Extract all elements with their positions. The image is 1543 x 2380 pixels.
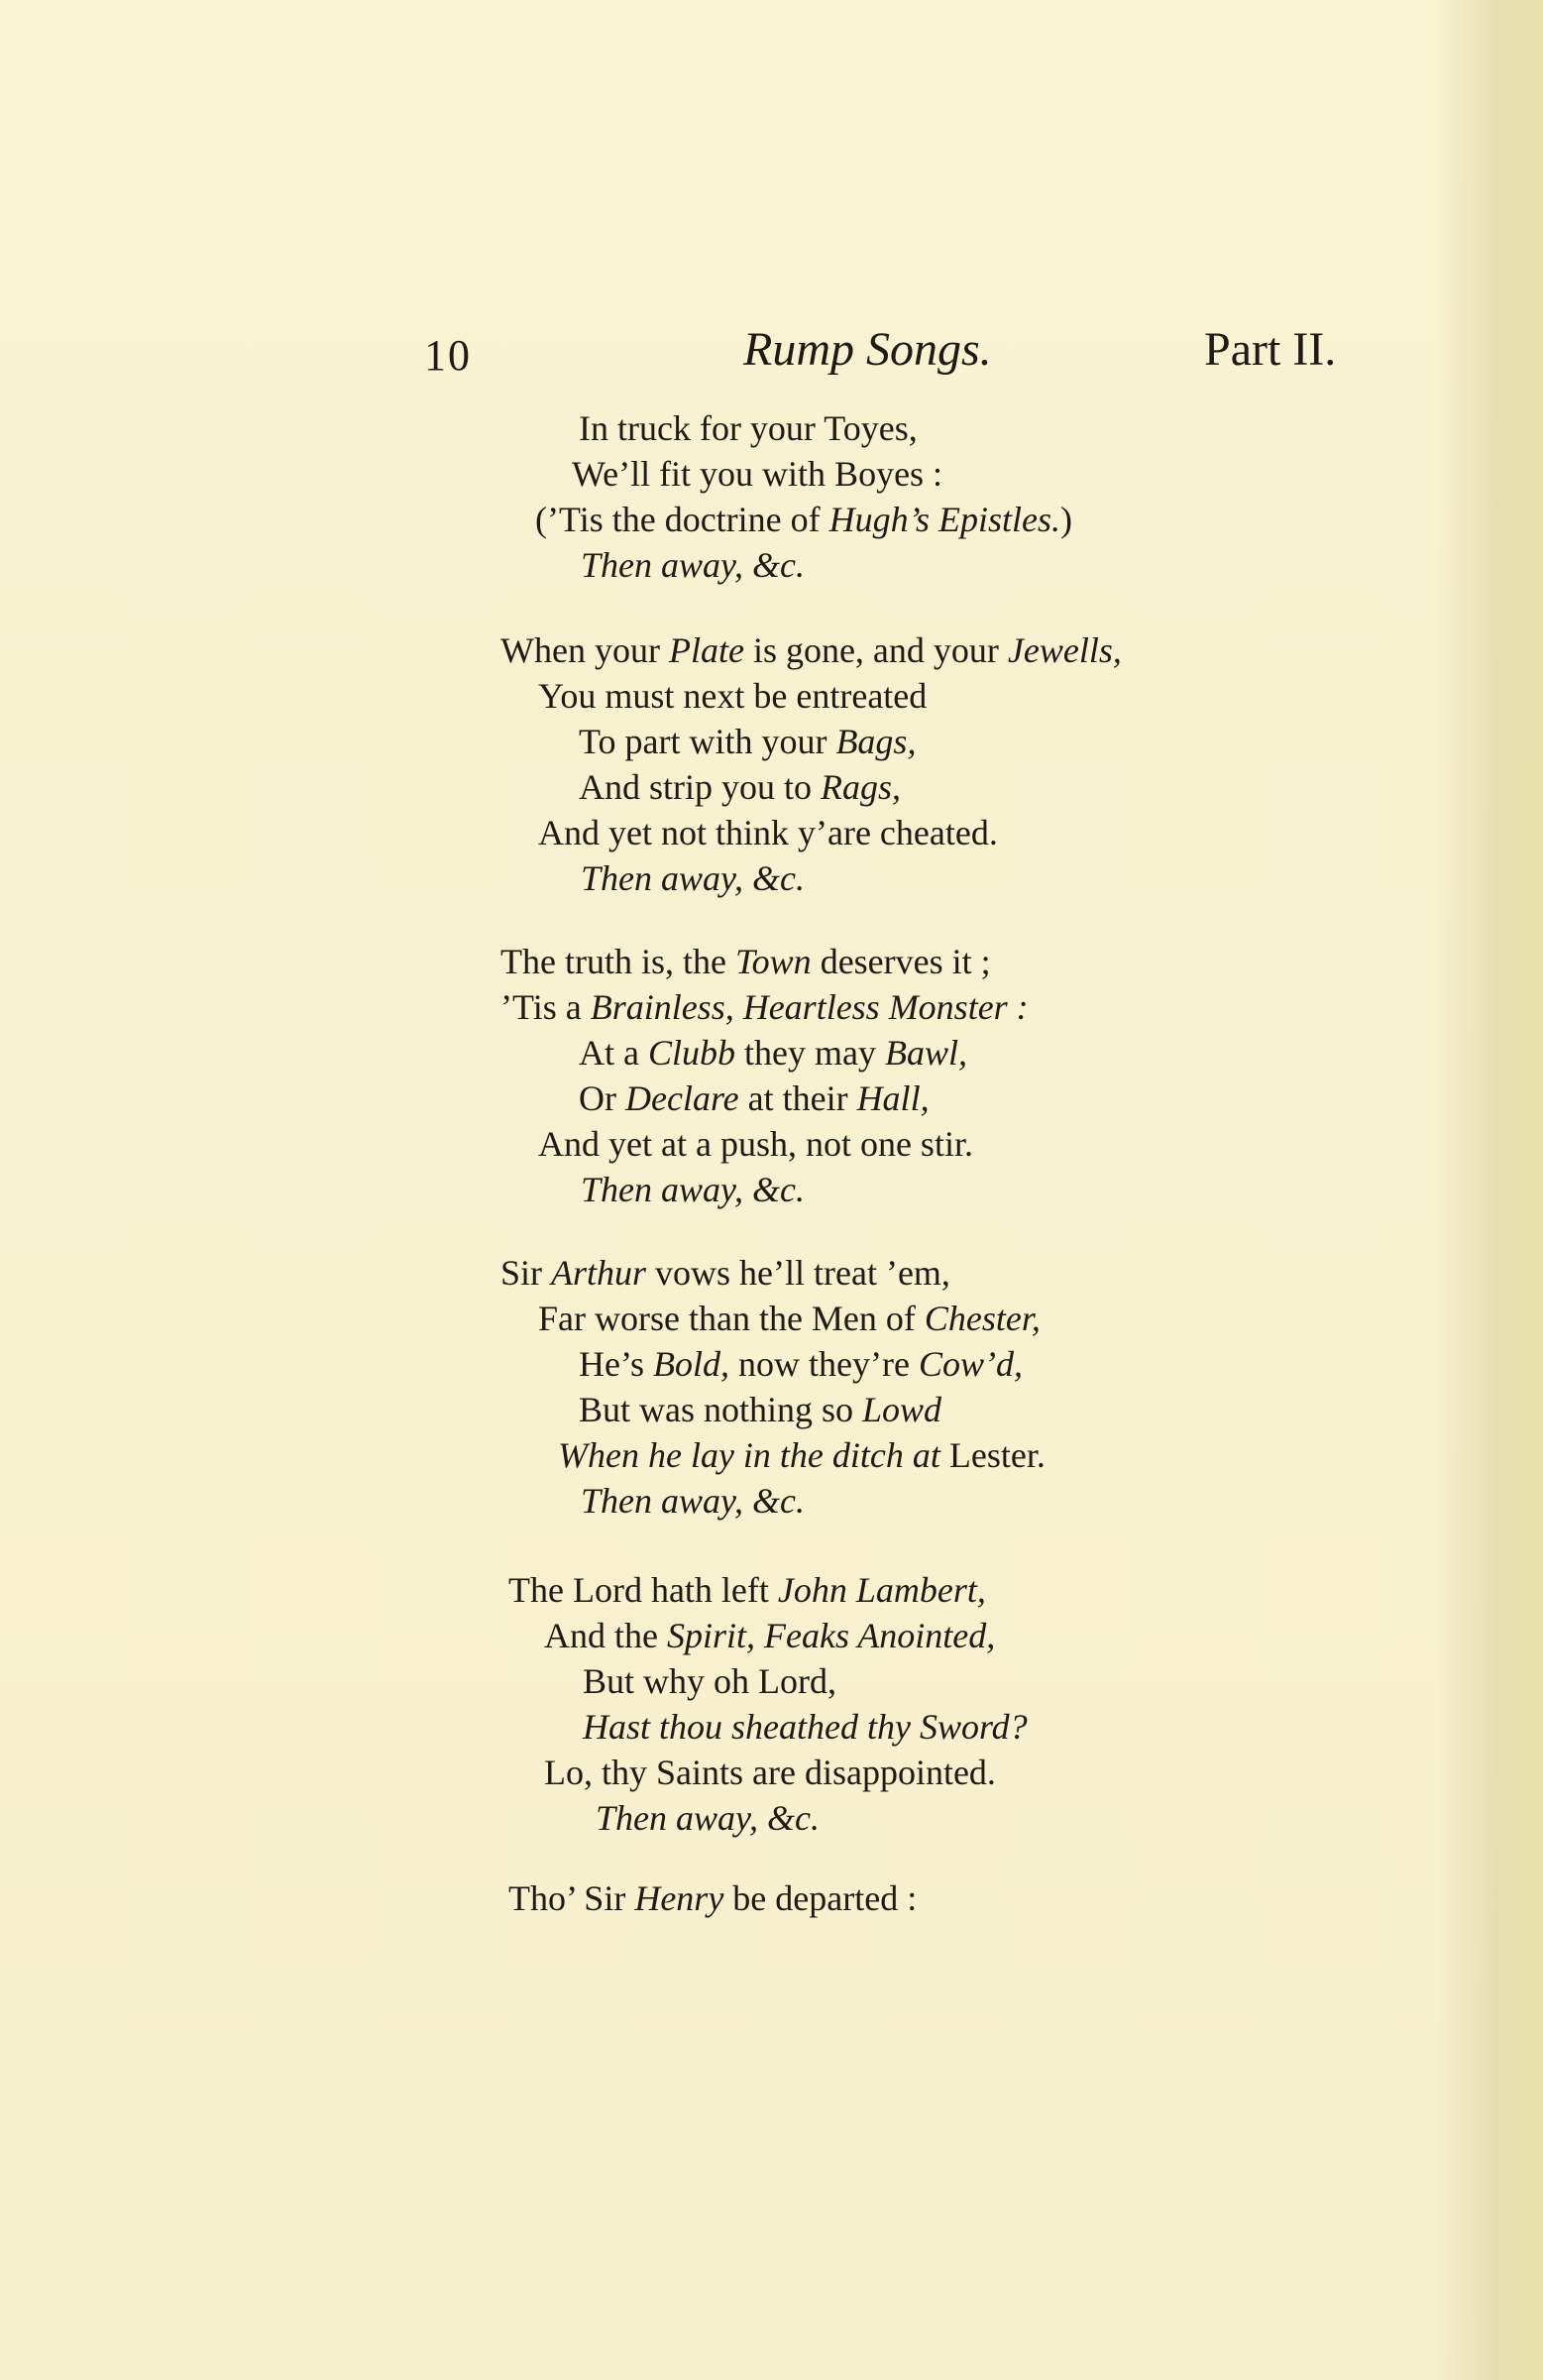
- text-segment: And strip you to: [579, 767, 822, 807]
- poem-line: [579, 1342, 1023, 1386]
- text-segment: He’s: [579, 1344, 653, 1384]
- italic-text: Chester,: [924, 1299, 1041, 1338]
- text-segment: Lo, thy Saints are disappointed.: [544, 1753, 996, 1792]
- text-segment: be departed :: [723, 1878, 918, 1918]
- poem-line: [535, 498, 1072, 541]
- poem-line: [579, 1388, 941, 1431]
- poem-line: [500, 985, 1029, 1029]
- text-segment: And yet at a push, not one stir.: [538, 1124, 973, 1164]
- poem-line: [558, 1433, 1046, 1477]
- poem-line: [538, 674, 927, 718]
- text-segment: vows he’ll treat ’em,: [646, 1253, 950, 1293]
- poem-line: [544, 1614, 995, 1657]
- italic-text: Brainless, Heartless Monster :: [590, 987, 1029, 1027]
- italic-text: Jewells,: [1007, 630, 1122, 670]
- italic-text: Lowd: [862, 1390, 942, 1429]
- poem-line: [508, 1876, 917, 1920]
- italic-text: Then away, &c.: [596, 1798, 820, 1838]
- poem-line: [500, 940, 991, 983]
- text-segment: The Lord hath left: [508, 1570, 778, 1610]
- italic-text: Plate: [668, 630, 744, 670]
- italic-text: Arthur: [551, 1253, 647, 1293]
- poem-line: [579, 406, 918, 450]
- poem-line: [538, 1122, 973, 1166]
- text-segment: at their: [738, 1078, 857, 1118]
- italic-text: Bawl,: [884, 1033, 967, 1073]
- text-segment: To part with your: [579, 722, 836, 761]
- text-segment: But why oh Lord,: [583, 1661, 836, 1701]
- text-segment: And yet not think y’are cheated.: [538, 813, 998, 852]
- italic-text: Then away, &c.: [581, 1170, 805, 1209]
- text-segment: is gone, and your: [743, 630, 1008, 670]
- italic-text: Hast thou sheathed thy Sword?: [583, 1707, 1028, 1747]
- page-number: 10: [424, 331, 472, 380]
- text-segment: When your: [500, 630, 669, 670]
- poem-line: [579, 1077, 930, 1120]
- text-segment: deserves it ;: [811, 942, 991, 981]
- poem-line: [579, 720, 916, 763]
- text-segment: You must next be entreated: [538, 676, 928, 716]
- text-segment: ’Tis a: [500, 987, 591, 1027]
- running-title: Rump Songs.: [743, 323, 992, 376]
- poem-line: [581, 1479, 805, 1523]
- text-segment: We’ll fit you with Boyes :: [572, 454, 943, 494]
- text-segment: Or: [579, 1078, 625, 1118]
- poem-line: [579, 1031, 967, 1075]
- text-segment: Tho’ Sir: [508, 1878, 635, 1918]
- poem-line: [581, 856, 805, 900]
- italic-text: Clubb: [647, 1033, 735, 1073]
- poem-line: [538, 1297, 1041, 1340]
- text-segment: Sir: [500, 1253, 552, 1293]
- italic-text: Hugh’s Epistles.: [828, 500, 1060, 539]
- poem-line: [581, 543, 805, 587]
- poem-line: [596, 1796, 820, 1840]
- text-segment: At a: [579, 1033, 648, 1073]
- italic-text: Spirit, Feaks Anointed,: [666, 1616, 996, 1655]
- poem-line: [572, 452, 942, 496]
- poem-line: [500, 628, 1122, 672]
- text-segment: now they’re: [729, 1344, 919, 1384]
- text-segment: they may: [735, 1033, 885, 1073]
- italic-text: Rags,: [821, 767, 902, 807]
- poem-line: [583, 1659, 836, 1703]
- text-segment: And the: [544, 1616, 667, 1655]
- italic-text: Cow’d,: [918, 1344, 1023, 1384]
- part-label: Part II.: [1204, 323, 1337, 376]
- poem-line: [544, 1751, 996, 1794]
- italic-text: Bags,: [835, 722, 917, 761]
- text-segment: But was nothing so: [579, 1390, 863, 1429]
- poem-line: [508, 1568, 986, 1612]
- poem-line: [538, 811, 998, 854]
- running-head: [0, 322, 1543, 382]
- italic-text: Hall,: [856, 1078, 930, 1118]
- italic-text: Declare: [625, 1078, 739, 1118]
- italic-text: Then away, &c.: [581, 545, 805, 585]
- poem-line: [500, 1251, 950, 1295]
- text-segment: Lester.: [939, 1435, 1046, 1475]
- poem-line: [583, 1705, 1028, 1749]
- text-segment: The truth is, the: [500, 942, 735, 981]
- italic-text: Then away, &c.: [581, 1481, 805, 1521]
- poem-line: [581, 1168, 805, 1211]
- text-segment: In truck for your Toyes,: [579, 408, 918, 448]
- italic-text: Henry: [634, 1878, 724, 1918]
- italic-text: Then away, &c.: [581, 858, 805, 898]
- text-segment: (’Tis the doctrine of: [535, 500, 829, 539]
- poem-line: [579, 765, 901, 809]
- italic-text: Town: [734, 942, 812, 981]
- italic-text: When he lay in the ditch at: [558, 1435, 940, 1475]
- text-segment: Far worse than the Men of: [538, 1299, 925, 1338]
- italic-text: John Lambert,: [777, 1570, 986, 1610]
- italic-text: Bold,: [653, 1344, 729, 1384]
- text-segment: ): [1060, 500, 1072, 539]
